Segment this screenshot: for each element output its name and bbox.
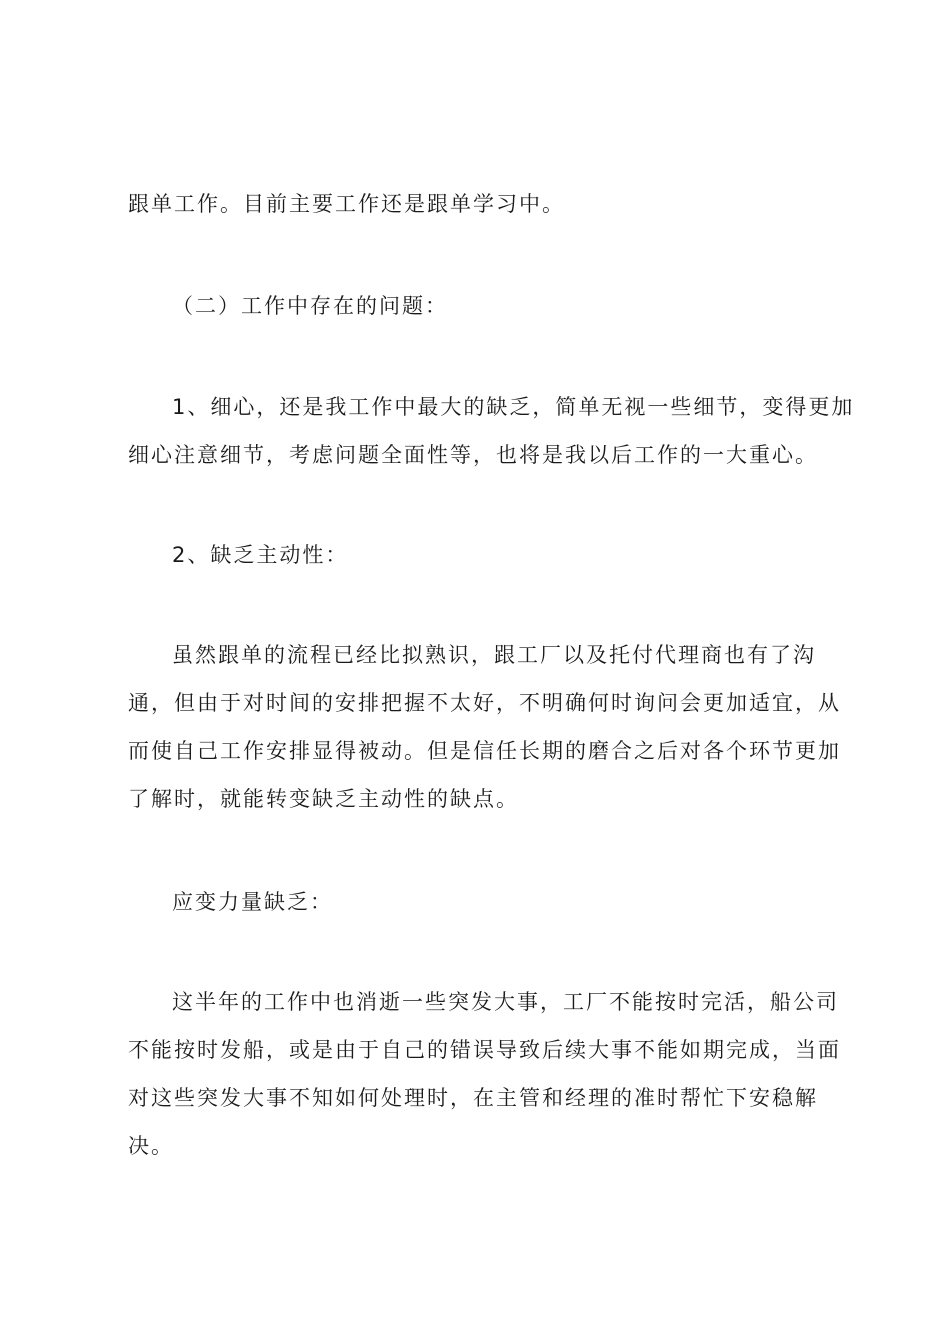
text-line: 对这些突发大事不知如何处理时，在主管和经理的准时帮忙下安稳解 [128, 1086, 818, 1110]
text-line: 跟单工作。目前主要工作还是跟单学习中。 [128, 192, 565, 216]
text-line: 而使自己工作安排显得被动。但是信任长期的磨合之后对各个环节更加 [128, 739, 841, 763]
text-line: 通，但由于对时间的安排把握不太好，不明确何时询问会更加适宜，从 [128, 691, 841, 715]
text-line: 细心注意细节，考虑问题全面性等，也将是我以后工作的一大重心。 [128, 443, 818, 467]
text-line: 虽然跟单的流程已经比拟熟识，跟工厂以及托付代理商也有了沟 [172, 643, 816, 667]
section-heading-problems [128, 282, 831, 330]
text-line: 1、细心，还是我工作中最大的缺乏，简单无视一些细节，变得更加 [172, 395, 855, 419]
text-line: 决。 [128, 1134, 174, 1158]
paragraph-continuation [128, 180, 831, 228]
paragraph-item-2-body [128, 631, 841, 823]
text-line: （二）工作中存在的问题： [172, 294, 448, 318]
text-line: 不能按时发船，或是由于自己的错误导致后续大事不能如期完成，当面 [128, 1038, 841, 1062]
paragraph-adaptability-body [128, 978, 841, 1170]
paragraph-item-2-heading [128, 531, 831, 579]
text-line: 了解时，就能转变缺乏主动性的缺点。 [128, 787, 519, 811]
text-line: 这半年的工作中也消逝一些突发大事，工厂不能按时完活，船公司 [172, 990, 839, 1014]
text-line: 2、缺乏主动性： [172, 543, 349, 567]
paragraph-adaptability-heading [128, 878, 831, 926]
text-line: 应变力量缺乏： [172, 890, 333, 914]
paragraph-item-1 [128, 383, 855, 479]
